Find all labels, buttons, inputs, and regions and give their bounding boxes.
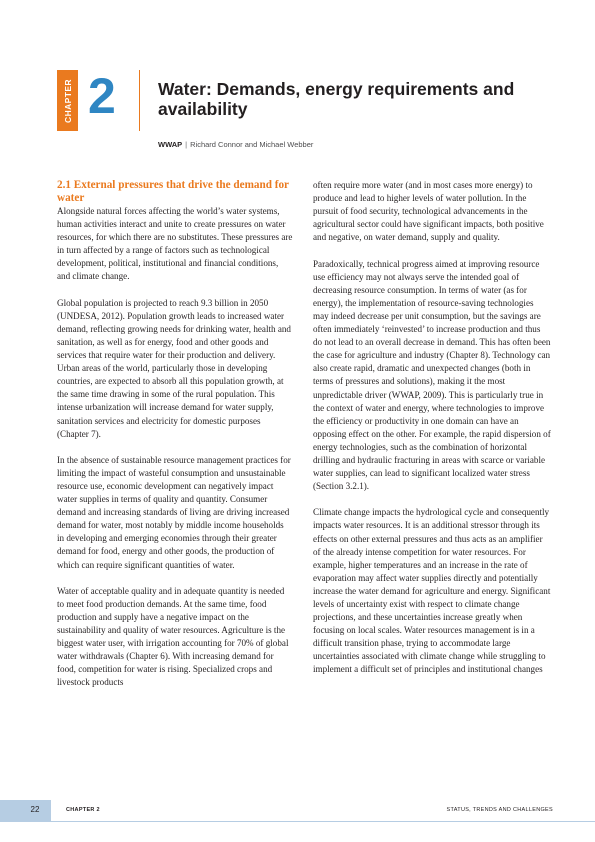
author-separator: | bbox=[185, 140, 188, 149]
chapter-tab bbox=[57, 70, 78, 131]
footer-rule bbox=[51, 821, 595, 822]
section-heading: 2.1 External pressures that drive the demand for water bbox=[57, 179, 289, 204]
title-divider bbox=[139, 70, 140, 131]
paragraph: Paradoxically, technical progress aimed at improving resource use efficiency may not always serve the intended goal of decreasing resource consumption. In terms of water (as for energy), the implementation of resource-saving technologies may indeed decrease per unit consumption, but the savings are often immediately ‘reinvested’ to increase production and thus do not lead to an overall decrease in demand. This has often been the case for agriculture and industry (Chapter 8). Technology can also create rapid, dramatic and unexpected changes (both in terms of pressures and solutions), making it the most unpredictable driver (WWAP, 2009). This is particularly true in the context of water and energy, where technologies to improve the efficiency or productivity in one domain can have an opposing effect on the other. For example, the rapid dispersion of energy technologies, such as the combination of horizontal drilling and hydraulic fracturing in areas with scarce or variable water supplies, can lead to significant localized water stress (Section 3.2.1). bbox=[313, 258, 551, 492]
paragraph: Water of acceptable quality and in adequate quantity is needed to meet food production demands. At the same time, food production and supply have a negative impact on the sustainability and quality of water resources. Agriculture is the biggest water user, with irrigation accounting for 70% of global water withdrawals (Chapter 6). With increasing demand for food, competition for water is rising. Specialized crops and livestock products bbox=[57, 585, 289, 688]
footer-page-block bbox=[0, 800, 51, 822]
left-column bbox=[57, 179, 293, 689]
chapter-number: 2 bbox=[88, 68, 116, 124]
page-number: 22 bbox=[30, 805, 40, 814]
right-column bbox=[313, 179, 551, 677]
paragraph: Climate change impacts the hydrological cycle and consequently impacts water resources. It is an additional stressor through its effects on other external pressures and thus acts as an amplifier of the already intense competition for water resources. For example, higher temperatures and an increase in the rate of evaporation may affect water supplies directly and potentially increase the water demand for agriculture and energy. Significant levels of uncertainty exist with respect to climate change projections, and these uncertainties increase greatly when focusing on local scales. Water resources management is in a difficult transition phase, trying to accommodate large uncertainties associated with climate change while struggling to implement a difficult set of principles and institutional changes bbox=[313, 507, 551, 675]
paragraph: Global population is projected to reach 9.3 billion in 2050 (UNDESA, 2012). Population growth leads to increased water demand, reflecting growing needs for drinking water, health and sanitation, as well as for energy, food and other goods and services that require water for their production and delivery. Urban areas of the world, particularly those in developing countries, are expected to absorb all this population growth, at the same time drawing in some of the rural population. This intense urbanization will increase demand for water supply, sanitation services and electricity for domestic purposes (Chapter 7). bbox=[57, 297, 291, 439]
paragraph: often require more water (and in most cases more energy) to produce and lead to higher levels of water pollution. In the pursuit of food security, technological advancements in the agricultural sector could have significant impacts, both positive and negative, on water demand, supply and quality. bbox=[313, 180, 544, 243]
author-line bbox=[158, 140, 313, 149]
chapter-label: CHAPTER bbox=[62, 78, 73, 123]
paragraph: Alongside natural forces affecting the world’s water systems, human activities interact and unite to create pressures on water resources, for which there are no substitutes. These pressures are in turn affected by a range of factors such as technological development, political, institutional and financial conditions, and climate change. bbox=[57, 206, 293, 282]
chapter-title: Water: Demands, energy requirements and availability bbox=[158, 79, 515, 119]
footer-chapter: CHAPTER 2 bbox=[66, 807, 100, 813]
author-names: Richard Connor and Michael Webber bbox=[190, 140, 314, 149]
footer-running-title: STATUS, TRENDS AND CHALLENGES bbox=[446, 807, 553, 813]
author-org: WWAP bbox=[158, 140, 183, 149]
paragraph: In the absence of sustainable resource management practices for limiting the impact of wasteful consumption and unsustainable resource use, economic development can negatively impact water supplies in terms of quality and quantity. Consumer demand and increasing standards of living are driving increased demand for water, most notably by middle income households in developing and emerging economies through their greater demand for food, energy and other goods, the production of which can require significant quantities of water. bbox=[57, 454, 291, 570]
